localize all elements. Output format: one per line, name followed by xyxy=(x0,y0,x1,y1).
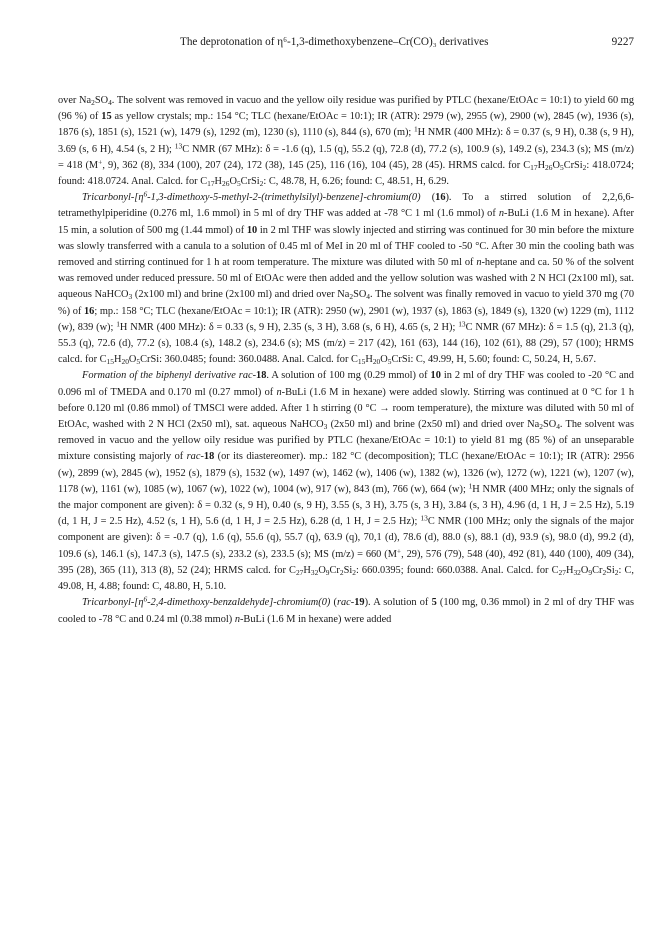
text-run: - xyxy=(200,451,204,463)
text-run: SO xyxy=(353,289,367,301)
text-run: CrSi: C, 49.99, H, 5.60; found: C, 50.24, H, 5.67. xyxy=(391,354,597,366)
text-run: 17 xyxy=(530,163,538,173)
text-run: H xyxy=(113,354,122,366)
italic-text: 6 xyxy=(143,189,148,199)
italic-text: Tricarbonyl-[η xyxy=(82,192,144,204)
compound-number: 10 xyxy=(430,370,441,382)
italic-text: 6 xyxy=(143,594,148,604)
text-run: - xyxy=(350,597,355,609)
text-run: 2 xyxy=(614,568,619,578)
text-run: 20 xyxy=(121,357,129,367)
text-run: 2 xyxy=(539,422,543,432)
text-run: 5 xyxy=(236,179,241,189)
text-run: 2 xyxy=(91,98,95,108)
compound-number: 19 xyxy=(354,597,365,609)
text-run: O xyxy=(552,159,560,171)
text-run: 15 xyxy=(106,357,114,367)
italic-text: n xyxy=(498,208,504,220)
italic-text: n xyxy=(476,257,482,269)
text-run: . The solvent was removed in vacuo and the yellow oily residue was purified by PTLC (hexane/EtOAc = 10:1) to yield 81 mg (85 %) of an unseparable mixture consisting majorly of xyxy=(58,419,634,463)
text-run: 15 xyxy=(357,357,366,367)
text-run: over Na xyxy=(58,95,92,106)
text-run: , 9), 362 (8), 334 (100), 207 (24), 172 (38), 145 (25), 116 (16), 104 (45), 28 (45). HRMS calcd. for C xyxy=(102,159,531,171)
text-run: H xyxy=(214,176,223,188)
text-run: ( xyxy=(420,192,436,204)
text-run: : 418.0724; found: 418.0724. Anal. Calcd. for C xyxy=(58,159,634,188)
text-run: ( xyxy=(330,597,337,609)
text-run: 5 xyxy=(559,163,564,173)
text-run: 1 xyxy=(116,319,120,329)
text-run: 2 xyxy=(582,163,587,173)
text-run: 3 xyxy=(128,292,133,302)
text-run: 26 xyxy=(222,179,230,189)
text-run: . A solution of 100 mg (0.29 mmol) of xyxy=(266,370,431,382)
text-run: 9 xyxy=(325,568,330,578)
text-run: O xyxy=(580,564,589,576)
text-run: C NMR (100 MHz; only the signals of the major component are given): δ = -0.7 (q), 1.6 (q), 55.6 (q), 55.7 (q), 63.9 (q), 70,1 (d), 78.6 (d), 88.0 (s), 88.1 (d), 93.9 (s), 98.0 (d), 99.2 (d), 109.6 (s), 146.1 (s), 147.3 (s), 147.5 (s), 233.2 (s), 233.5 (s); MS (m/z) = 660 (M xyxy=(58,516,634,560)
running-header xyxy=(58,36,634,52)
text-run: 5 xyxy=(136,357,141,367)
text-run: O xyxy=(380,354,388,366)
text-run: in 2 ml THF was slowly injected and stirring was continued for 30 min before the mixture was slowly transferred with a canula to a solution of 0.45 ml of MeI in 20 ml of THF cooled to -50 °C. After 30 min the cooling bath was removed and stirring continued for 1 h at room temperature. The mixture was diluted with 50 ml of xyxy=(58,224,635,269)
compound-number: 15 xyxy=(101,111,112,123)
text-run: 13 xyxy=(458,319,466,329)
italic-text: -2,4-dimethoxy-benzaldehyde]-chromium(0) xyxy=(147,597,331,609)
text-run: + xyxy=(396,546,402,556)
text-run: Si xyxy=(343,564,353,576)
text-run: H NMR (400 MHz): δ = 0.33 (s, 9 H), 2.35 (s, 3 H), 3.68 (s, 6 H), 4.65 (s, 2 H); xyxy=(119,321,459,333)
text-run: ). To a stirred solution of 2,2,6,6-tetramethylpiperidine (0.276 ml, 1.6 mmol) in 5 ml of dry THF was added at -78 °C 1 ml (1.6 mmol) of xyxy=(58,192,635,220)
text-run: H NMR (400 MHz; only the signals of the major component are given): δ = 0.32 (s, 9 H), 0.40 (s, 9 H), 3.55 (s, 3 H), 3.75 (s, 3 H), 3.84 (s, 3 H), 4.96 (d, 1 H, J = 2.5 Hz), 5.19 (d, 1 H, J = 2.5 Hz), 4.52 (s, 1 H), 5.6 (d, 1 H, J = 2.5 Hz), 6.28 (d, 1 H, J = 2.5 Hz); xyxy=(58,483,634,528)
text-run: 4 xyxy=(108,98,112,108)
page-number: 9227 xyxy=(611,36,634,48)
text-run: . The solvent was finally removed in vacuo to yield 370 mg (70 %) of xyxy=(58,289,634,317)
text-run: (2x100 ml) and brine (2x100 ml) and dried over Na xyxy=(132,289,350,301)
italic-text: rac xyxy=(336,597,351,609)
text-run: O xyxy=(128,354,137,366)
compound-number: 10 xyxy=(246,224,258,236)
text-run: 1 xyxy=(413,125,418,135)
text-run: 26 xyxy=(545,163,553,173)
italic-text: Formation of the biphenyl derivative rac- xyxy=(82,370,257,382)
text-run: . The solvent was removed in vacuo and the yellow oily residue was purified by PTLC (hexane/EtOAc = 10:1) to yield 60 mg (96 %) of xyxy=(58,95,635,123)
text-run: Cr xyxy=(592,564,603,576)
text-run: H xyxy=(537,159,546,171)
text-run: C NMR (67 MHz): δ = 1.5 (q), 21.3 (q), 55.3 (q), 72.6 (d), 77.2 (s), 108.4 (s), 148.2 (s), 234.6 (s); MS (m/z) = 217 (42), 161 (63), 144 (16), 102 (61), 88 (29), 57 (100); HRMS calcd. for C xyxy=(58,321,635,366)
text-run: 2 xyxy=(352,568,356,578)
text-run: CrSi xyxy=(563,159,583,171)
text-run: H xyxy=(303,564,311,576)
text-run: H NMR (400 MHz): δ = 0.37 (s, 9 H), 0.38 (s, 9 H), 3.69 (s, 6 H), 4.54 (s, 2 H); xyxy=(58,127,634,155)
text-run: 32 xyxy=(573,568,581,578)
text-run: in 2 ml of dry THF was cooled to -20 °C and 0.096 ml of TMEDA and 0.170 ml (0.27 mmol) of xyxy=(58,370,634,398)
text-run: (or its diastereomer). mp.: 182 °C (decomposition); TLC (hexane/EtOAc = 10:1); IR (ATR): 2956 (w), 2899 (w), 2845 (w), 1952 (s), 1879 (s), 1532 (w), 1497 (w), 1462 (w), 1406 (w), 1382 (w), 1326 (w), 1272 (w), 1221 (w), 1207 (w), 1178 (w), 1161 (w), 1085 (w), 1067 (w), 1022 (w), 1004 (w), 917 (w), 843 (m), 766 (w), 664 (w); xyxy=(58,451,634,495)
text-run: 2 xyxy=(339,568,344,578)
text-run: 13 xyxy=(174,141,183,151)
text-run: O xyxy=(318,564,326,576)
text-run: -BuLi (1.6 M in hexane) were added slowly. Stirring was continued at 0 °C for 1 h before 0.120 ml (0.86 mmol) of TMSCl were added. After 1 h stirring (0 °C → room temperature), the mixture was diluted with 50 ml of EtOAc, washed with 2 N HCl (2x50 ml), sat. aqueous NaHCO xyxy=(58,386,634,431)
running-title: The deprotonation of η⁶-1,3-dimethoxybenzene–Cr(CO)₃ derivatives xyxy=(180,36,489,48)
text-run: H xyxy=(365,354,373,366)
text-run: : C, 48.78, H, 6.26; found: C, 48.51, H, 6.29. xyxy=(263,176,449,188)
text-run: C NMR (67 MHz): δ = -1.6 (q), 1.5 (q), 55.2 (q), 72.8 (d), 77.2 (s), 100.9 (s), 149.2 (s), 234.3 (s); MS (m/z) = 418 (M xyxy=(58,143,634,171)
text-run: 1 xyxy=(468,481,473,491)
text-run: 32 xyxy=(310,568,319,578)
text-run: 2 xyxy=(259,179,264,189)
text-run: 3 xyxy=(323,422,328,432)
text-run: SO xyxy=(94,95,109,106)
text-run: CrSi xyxy=(240,176,260,188)
text-run: SO xyxy=(542,419,557,431)
compound-number: 18 xyxy=(256,370,267,382)
text-run: -heptane and ca. 50 % of the solvent was removed under reduced pressure. 50 ml of EtOAc were then added and the yellow solution was washed with 2 N HCl (2x100 ml), sat. aqueous NaHCO xyxy=(58,257,634,301)
experimental-paragraph xyxy=(58,190,634,368)
article-body xyxy=(58,93,634,628)
experimental-paragraph xyxy=(58,595,634,627)
text-run: : C, 49.08, H, 4.88; found: C, 48.80, H, 5.10. xyxy=(58,564,634,593)
experimental-paragraph xyxy=(58,368,634,595)
compound-number: 18 xyxy=(203,451,215,463)
text-run: , 29), 576 (79), 548 (40), 492 (81), 440 (100), 409 (34), 395 (28), 365 (11), 313 (8), 52 (24); HRMS calcd. for C xyxy=(58,548,634,576)
text-run: 2 xyxy=(602,568,607,578)
text-run: ; mp.: 158 °C; TLC (hexane/EtOAc = 10:1); IR (ATR): 2950 (w), 2901 (w), 1937 (s), 1863 (s), 1849 (s), 1320 (w) 1229 (m), 1112 (w), 839 (w); xyxy=(58,305,634,333)
text-run: -BuLi (1.6 M in hexane). After 15 min, a solution of 500 mg (1.44 mmol) of xyxy=(58,208,634,236)
experimental-paragraph xyxy=(58,93,634,190)
text-run: : 660.0395; found: 660.0388. Anal. Calcd. for C xyxy=(355,564,559,576)
text-run: O xyxy=(229,176,237,188)
text-run: Si xyxy=(606,564,615,576)
text-run: as yellow crystals; mp.: 154 °C; TLC (hexane/EtOAc = 10:1); IR (ATR): 2979 (w), 2955 (w), 2900 (w), 2845 (w), 1936 (s), 1876 (s), 1851 (s), 1521 (w), 1479 (s), 1292 (m), 1230 (s), 1110 (s), 844 (s), 670 (m); xyxy=(58,111,634,139)
text-run: (2x50 ml) and brine (2x50 ml) and dried over Na xyxy=(327,419,540,431)
text-run: 2 xyxy=(349,292,354,302)
compound-number: 16 xyxy=(84,305,95,317)
italic-text: n xyxy=(276,386,282,398)
italic-text: Tricarbonyl-[η xyxy=(82,597,144,609)
text-run: (100 mg, 0.36 mmol) in 2 ml of dry THF was cooled to -78 °C and 0.24 ml (0.38 mmol) xyxy=(58,597,635,625)
text-run: H xyxy=(565,564,574,576)
text-run: + xyxy=(98,157,103,167)
text-run: 5 xyxy=(387,357,392,367)
text-run: 27 xyxy=(558,568,566,578)
text-run: 27 xyxy=(295,568,304,578)
text-run: 13 xyxy=(420,513,428,523)
text-run: 17 xyxy=(207,179,215,189)
text-run: 4 xyxy=(556,422,560,432)
text-run: Cr xyxy=(329,564,340,576)
italic-text: rac xyxy=(186,451,201,463)
text-run: CrSi: 360.0485; found: 360.0488. Anal. Calcd. for C xyxy=(140,354,358,366)
compound-number: 16 xyxy=(435,192,446,204)
text-run: -BuLi (1.6 M in hexane) were added xyxy=(239,613,392,625)
italic-text: n xyxy=(234,613,240,625)
text-run: ). A solution of xyxy=(364,597,432,609)
text-run: 4 xyxy=(366,292,371,302)
italic-text: -1,3-dimethoxy-5-methyl-2-(trimethylsilyl)-benzene]-chromium(0) xyxy=(147,192,421,204)
text-run: 20 xyxy=(372,357,381,367)
compound-number: 5 xyxy=(431,597,437,609)
text-run: 9 xyxy=(588,568,593,578)
